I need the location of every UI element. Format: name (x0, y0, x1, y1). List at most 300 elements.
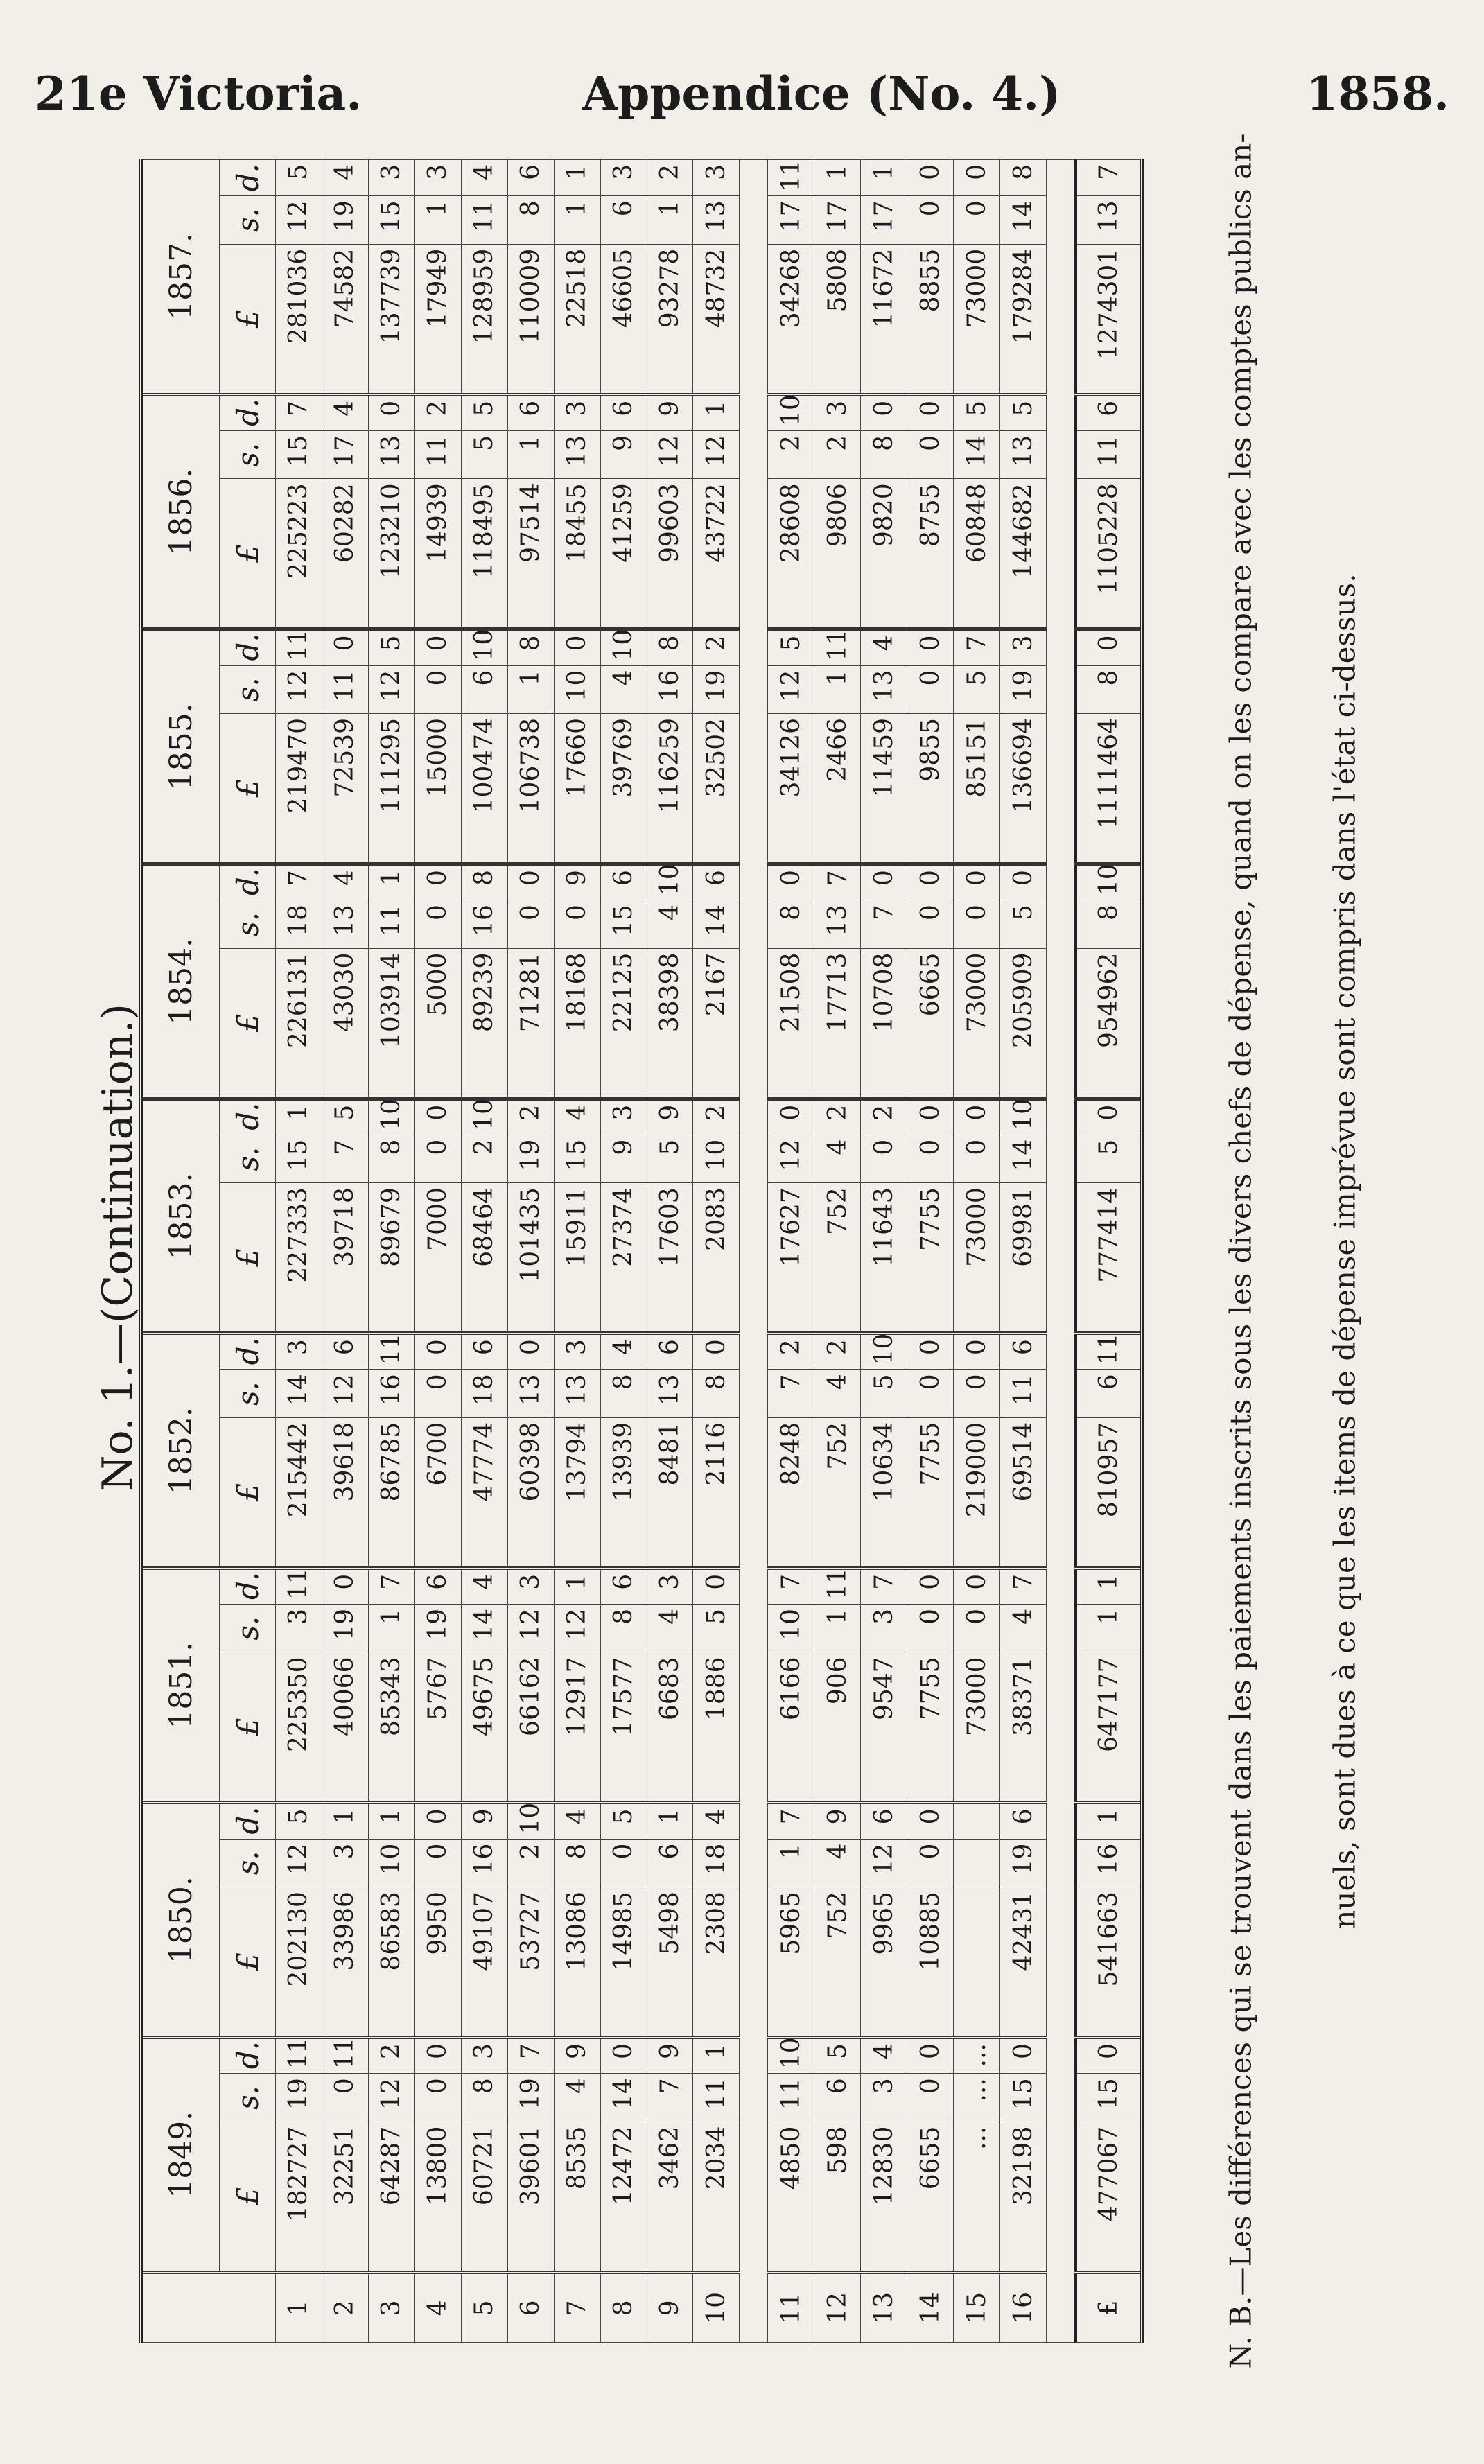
shillings-cell: 17 (768, 196, 814, 244)
table-row (322, 160, 368, 2343)
shillings-cell: 0 (907, 2074, 954, 2122)
pence-cell: 4 (600, 1334, 647, 1370)
pounds-cell: 17660 (554, 713, 600, 864)
pounds-cell: 100474 (461, 713, 507, 864)
footnote-line-1: N. B.—Les différences qui se trouvent dans les paiements inscrits sous les divers chefs de dépense, quand on les compare avec les comptes publics an- (1223, 133, 1258, 2369)
shillings-cell: 2 (507, 1839, 554, 1887)
pounds-cell: 136694 (1000, 713, 1047, 864)
shillings-cell: 12 (554, 1604, 600, 1652)
shillings-cell: 0 (954, 900, 1000, 948)
total-separator-row (1047, 160, 1076, 2343)
pounds-unit-header: £ (220, 2122, 276, 2272)
shillings-cell: 11 (414, 430, 461, 478)
pounds-cell: 42431 (1000, 1887, 1047, 2038)
pounds-cell: 32198 (1000, 2122, 1047, 2272)
total-pence-cell: 7 (1076, 160, 1142, 196)
shillings-cell: 7 (768, 1370, 814, 1417)
pence-cell: 7 (276, 394, 322, 430)
pence-cell: 0 (414, 1334, 461, 1370)
row-number: 13 (861, 2272, 907, 2342)
pounds-cell: 60282 (322, 479, 368, 629)
pounds-cell: 22518 (554, 244, 600, 394)
shillings-cell: 19 (276, 2074, 322, 2122)
pence-cell: 0 (954, 1099, 1000, 1135)
pence-cell: 10 (461, 1099, 507, 1135)
pence-cell: 0 (414, 1803, 461, 1839)
pounds-cell: 8248 (768, 1417, 814, 1568)
pence-cell: 0 (907, 1099, 954, 1135)
pence-cell: 0 (414, 1099, 461, 1135)
shillings-cell: 0 (907, 1839, 954, 1887)
pounds-cell: 123210 (368, 479, 414, 629)
pounds-cell: 60721 (461, 2122, 507, 2272)
pounds-cell: 11643 (861, 1183, 907, 1334)
shillings-cell: 6 (600, 196, 647, 244)
pence-cell: 7 (276, 864, 322, 900)
pence-unit-header: d. (220, 1803, 276, 1839)
running-head-year: 1858. (1306, 67, 1449, 121)
pence-cell: 6 (1000, 1334, 1047, 1370)
total-pence-cell: 1 (1076, 1803, 1142, 1839)
pence-cell: 10 (647, 864, 693, 900)
shillings-cell: 19 (507, 1135, 554, 1182)
total-shillings-cell: 16 (1076, 1839, 1142, 1887)
shillings-cell: 5 (461, 430, 507, 478)
shillings-cell: 4 (814, 1839, 861, 1887)
pence-cell: 1 (814, 160, 861, 196)
pence-cell: 0 (954, 1568, 1000, 1604)
pounds-cell: 60398 (507, 1417, 554, 1568)
pence-cell: 1 (554, 1568, 600, 1604)
shillings-cell: 0 (861, 1135, 907, 1182)
shillings-cell: 5 (954, 665, 1000, 713)
shillings-cell: 16 (461, 900, 507, 948)
shillings-cell: 10 (368, 1839, 414, 1887)
pence-cell: 0 (861, 394, 907, 430)
pence-cell: 2 (814, 1099, 861, 1135)
pence-cell: 7 (507, 2038, 554, 2074)
shillings-cell: 8 (554, 1839, 600, 1887)
shillings-cell: 0 (907, 1370, 954, 1417)
pence-cell: 1 (554, 160, 600, 196)
pounds-cell: 8535 (554, 2122, 600, 2272)
year-header: 1852. (141, 1334, 220, 1569)
pence-cell: 10 (1000, 1099, 1047, 1135)
shillings-cell: 14 (600, 2074, 647, 2122)
pounds-cell: 43030 (322, 948, 368, 1099)
shillings-cell: 7 (647, 2074, 693, 2122)
pence-unit-header: d. (220, 1099, 276, 1135)
pence-cell: 9 (647, 394, 693, 430)
shillings-cell: 7 (322, 1135, 368, 1182)
pence-cell: 6 (600, 394, 647, 430)
pence-cell: 0 (693, 1568, 740, 1604)
pounds-cell: 18455 (554, 479, 600, 629)
pence-cell: 0 (414, 629, 461, 665)
pounds-cell: 215442 (276, 1417, 322, 1568)
shillings-cell: 0 (414, 1370, 461, 1417)
shillings-cell: 18 (461, 1370, 507, 1417)
shillings-cell: 13 (861, 665, 907, 713)
shillings-unit-header: s. (220, 1135, 276, 1182)
shillings-cell: 0 (907, 1135, 954, 1182)
shillings-cell: 13 (814, 900, 861, 948)
shillings-cell: 4 (1000, 1604, 1047, 1652)
shillings-cell: 15 (554, 1135, 600, 1182)
pence-cell: 5 (368, 629, 414, 665)
shillings-cell: 1 (768, 1839, 814, 1887)
pounds-cell: 93278 (647, 244, 693, 394)
shillings-cell: 0 (554, 900, 600, 948)
shillings-cell: 19 (414, 1604, 461, 1652)
shillings-cell: 12 (768, 665, 814, 713)
pence-cell: 0 (907, 2038, 954, 2074)
pounds-cell: 205909 (1000, 948, 1047, 1099)
row-number: 2 (322, 2272, 368, 2342)
table-row (693, 160, 740, 2343)
year-header: 1850. (141, 1803, 220, 2038)
shillings-cell: ... (954, 2074, 1000, 2122)
shillings-cell: 0 (507, 900, 554, 948)
shillings-cell: 10 (768, 1604, 814, 1652)
pence-cell: 0 (693, 1334, 740, 1370)
shillings-cell: 11 (322, 665, 368, 713)
pence-cell: 7 (861, 1568, 907, 1604)
pounds-cell: 118495 (461, 479, 507, 629)
pounds-cell: 15000 (414, 713, 461, 864)
pence-cell: 0 (414, 864, 461, 900)
pence-cell: 4 (461, 160, 507, 196)
table-title: No. 1.—(Continuation.) (94, 1004, 142, 1492)
shillings-cell: 5 (693, 1604, 740, 1652)
pounds-cell: 22125 (600, 948, 647, 1099)
pounds-cell: 38398 (647, 948, 693, 1099)
pounds-cell: 39601 (507, 2122, 554, 2272)
pounds-cell: 137739 (368, 244, 414, 394)
pence-unit-header: d. (220, 629, 276, 665)
shillings-cell: 17 (322, 430, 368, 478)
pence-cell: 1 (861, 160, 907, 196)
shillings-cell: 15 (1000, 2074, 1047, 2122)
pence-cell: 11 (322, 2038, 368, 2074)
pence-cell: 5 (814, 2038, 861, 2074)
pence-cell: 0 (600, 2038, 647, 2074)
pounds-cell: 49675 (461, 1652, 507, 1803)
shillings-cell: 7 (861, 900, 907, 948)
footnote-line-2: nuels, sont dues à ce que les items de dépense imprévue sont compris dans l'état ci-dessus. (1327, 573, 1362, 1929)
pounds-cell: 73000 (954, 1652, 1000, 1803)
pounds-cell: 60848 (954, 479, 1000, 629)
pounds-cell: 32502 (693, 713, 740, 864)
pounds-cell: 12472 (600, 2122, 647, 2272)
shillings-cell: 5 (647, 1135, 693, 1182)
pounds-cell: 2116 (693, 1417, 740, 1568)
row-number: 16 (1000, 2272, 1047, 2342)
pounds-cell: 46605 (600, 244, 647, 394)
pounds-cell: 281036 (276, 244, 322, 394)
year-header: 1856. (141, 394, 220, 629)
pounds-cell: 47774 (461, 1417, 507, 1568)
pounds-unit-header: £ (220, 713, 276, 864)
pounds-unit-header: £ (220, 1887, 276, 2038)
pounds-cell: 101435 (507, 1183, 554, 1334)
pence-cell: 10 (768, 2038, 814, 2074)
total-pence-cell: 0 (1076, 1099, 1142, 1135)
table-row (461, 160, 507, 2343)
pence-cell: 3 (507, 1568, 554, 1604)
pounds-cell: 73000 (954, 244, 1000, 394)
shillings-cell: 0 (414, 2074, 461, 2122)
row-number: 1 (276, 2272, 322, 2342)
pounds-cell: 11672 (861, 244, 907, 394)
shillings-cell: 1 (414, 196, 461, 244)
year-header: 1849. (141, 2038, 220, 2273)
pence-cell: 4 (461, 1568, 507, 1604)
pence-cell: 0 (1000, 864, 1047, 900)
pence-cell: 4 (693, 1803, 740, 1839)
row-number: 3 (368, 2272, 414, 2342)
pence-cell: 10 (461, 629, 507, 665)
pounds-cell: 8855 (907, 244, 954, 394)
pounds-cell: 14985 (600, 1887, 647, 2038)
shillings-cell: 3 (861, 1604, 907, 1652)
total-shillings-cell: 6 (1076, 1370, 1142, 1417)
shillings-unit-header: s. (220, 2074, 276, 2122)
shillings-cell: 13 (368, 430, 414, 478)
pence-cell: 7 (1000, 1568, 1047, 1604)
pounds-cell: 53727 (507, 1887, 554, 2038)
year-header: 1853. (141, 1099, 220, 1334)
row-number: 15 (954, 2272, 1000, 2342)
shillings-cell: 0 (907, 196, 954, 244)
shillings-cell: 13 (554, 1370, 600, 1417)
pounds-cell: 66162 (507, 1652, 554, 1803)
pounds-cell: 2034 (693, 2122, 740, 2272)
pounds-cell: 73000 (954, 948, 1000, 1099)
row-number: 6 (507, 2272, 554, 2342)
pence-cell: 6 (861, 1803, 907, 1839)
pence-cell: 1 (322, 1803, 368, 1839)
pounds-cell: 8755 (907, 479, 954, 629)
pence-cell: 5 (600, 1803, 647, 1839)
pence-cell: 0 (768, 1099, 814, 1135)
pounds-cell: 32251 (322, 2122, 368, 2272)
shillings-cell: 0 (954, 1135, 1000, 1182)
pence-cell: 9 (647, 2038, 693, 2074)
shillings-unit-header: s. (220, 900, 276, 948)
shillings-cell (954, 1839, 1000, 1887)
shillings-cell: 9 (600, 1135, 647, 1182)
shillings-cell: 15 (276, 430, 322, 478)
shillings-cell: 12 (276, 196, 322, 244)
pence-cell: 11 (768, 160, 814, 196)
shillings-cell: 14 (1000, 196, 1047, 244)
pence-cell: 4 (861, 629, 907, 665)
pounds-cell: 71281 (507, 948, 554, 1099)
pence-cell: 5 (1000, 394, 1047, 430)
pounds-cell: 2308 (693, 1887, 740, 2038)
shillings-cell: 12 (861, 1839, 907, 1887)
row-number: 12 (814, 2272, 861, 2342)
shillings-cell: 19 (322, 196, 368, 244)
pounds-cell: 144682 (1000, 479, 1047, 629)
table-row (861, 160, 907, 2343)
pence-cell: 3 (461, 2038, 507, 2074)
shillings-cell: 19 (1000, 1839, 1047, 1887)
shillings-cell: 8 (861, 430, 907, 478)
pence-cell: 0 (322, 1568, 368, 1604)
pence-cell: 1 (276, 1099, 322, 1135)
shillings-cell: 9 (600, 430, 647, 478)
shillings-cell: 6 (647, 1839, 693, 1887)
shillings-cell: 17 (861, 196, 907, 244)
separator-cell (740, 160, 768, 2343)
pounds-cell: 179284 (1000, 244, 1047, 394)
pounds-cell: 10708 (861, 948, 907, 1099)
pounds-cell: 34126 (768, 713, 814, 864)
pence-cell: 9 (461, 1803, 507, 1839)
pounds-cell: 69981 (1000, 1183, 1047, 1334)
total-shillings-cell: 13 (1076, 196, 1142, 244)
total-pence-cell: 10 (1076, 864, 1142, 900)
pounds-cell: 6665 (907, 948, 954, 1099)
row-number: 10 (693, 2272, 740, 2342)
total-pence-cell: 1 (1076, 1568, 1142, 1604)
pounds-cell: 5808 (814, 244, 861, 394)
table-row (768, 160, 814, 2343)
row-number: 4 (414, 2272, 461, 2342)
pence-cell: 6 (507, 394, 554, 430)
pence-cell: 10 (368, 1099, 414, 1135)
shillings-unit-header: s. (220, 1370, 276, 1417)
pence-cell: 3 (554, 394, 600, 430)
table-row (414, 160, 461, 2343)
shillings-cell: 4 (814, 1370, 861, 1417)
shillings-cell: 3 (276, 1604, 322, 1652)
pence-cell: 2 (693, 629, 740, 665)
shillings-cell: 1 (554, 196, 600, 244)
pounds-cell: 48732 (693, 244, 740, 394)
pounds-unit-header: £ (220, 1417, 276, 1568)
pounds-cell: 111295 (368, 713, 414, 864)
pence-cell: 2 (861, 1099, 907, 1135)
shillings-unit-header: s. (220, 665, 276, 713)
pounds-cell: 43722 (693, 479, 740, 629)
pounds-cell: 18168 (554, 948, 600, 1099)
total-pounds-cell: 1274301 (1076, 244, 1142, 394)
running-head-center: Appendice (No. 4.) (582, 67, 1061, 121)
pence-cell: 0 (954, 1334, 1000, 1370)
shillings-cell: 2 (461, 1135, 507, 1182)
shillings-unit-header: s. (220, 1839, 276, 1887)
shillings-cell: 14 (276, 1370, 322, 1417)
pence-cell: 8 (1000, 160, 1047, 196)
shillings-cell: 17 (814, 196, 861, 244)
pence-cell: 2 (368, 2038, 414, 2074)
pounds-cell: 7755 (907, 1417, 954, 1568)
total-pence-cell: 0 (1076, 629, 1142, 665)
pounds-cell: 89239 (461, 948, 507, 1099)
pounds-unit-header: £ (220, 948, 276, 1099)
row-number: 11 (768, 2272, 814, 2342)
pence-cell: 3 (647, 1568, 693, 1604)
shillings-cell: 13 (507, 1370, 554, 1417)
pounds-cell: 28608 (768, 479, 814, 629)
pounds-cell: 6683 (647, 1652, 693, 1803)
pounds-cell: 41259 (600, 479, 647, 629)
table-row (954, 160, 1000, 2343)
shillings-unit-header: s. (220, 430, 276, 478)
table-row (907, 160, 954, 2343)
pence-unit-header: d. (220, 394, 276, 430)
shillings-cell: 0 (414, 1839, 461, 1887)
total-pounds-cell: 1111464 (1076, 713, 1142, 864)
pence-cell: 11 (276, 629, 322, 665)
shillings-cell: 8 (507, 196, 554, 244)
pounds-cell: 14939 (414, 479, 461, 629)
pence-cell: 1 (693, 2038, 740, 2074)
total-pounds-cell: 477067 (1076, 2122, 1142, 2272)
shillings-cell: 8 (600, 1604, 647, 1652)
shillings-cell: 14 (1000, 1135, 1047, 1182)
separator-cell (1047, 160, 1076, 2343)
pounds-cell: 10885 (907, 1887, 954, 2038)
pence-cell: 5 (322, 1099, 368, 1135)
shillings-cell: 16 (368, 1370, 414, 1417)
pence-cell: 9 (814, 1803, 861, 1839)
shillings-cell: 12 (276, 1839, 322, 1887)
shillings-cell: 0 (907, 665, 954, 713)
shillings-cell: 1 (507, 665, 554, 713)
pence-cell: 10 (861, 1334, 907, 1370)
pence-cell: 5 (768, 629, 814, 665)
pence-cell: 7 (954, 629, 1000, 665)
pounds-cell: 2466 (814, 713, 861, 864)
pence-cell: ... (954, 2038, 1000, 2074)
pounds-cell: 39618 (322, 1417, 368, 1568)
pounds-cell: 7755 (907, 1183, 954, 1334)
pounds-cell: 15911 (554, 1183, 600, 1334)
shillings-cell: 13 (1000, 430, 1047, 478)
shillings-cell: 13 (322, 900, 368, 948)
pence-cell: 2 (507, 1099, 554, 1135)
total-shillings-cell: 8 (1076, 665, 1142, 713)
shillings-cell: 8 (461, 2074, 507, 2122)
pounds-cell: 17627 (768, 1183, 814, 1334)
pounds-cell: 74582 (322, 244, 368, 394)
shillings-cell: 0 (954, 1370, 1000, 1417)
total-pounds-cell: 810957 (1076, 1417, 1142, 1568)
pence-cell: 10 (768, 394, 814, 430)
shillings-unit-header: s. (220, 1604, 276, 1652)
shillings-cell: 6 (461, 665, 507, 713)
pence-cell: 2 (814, 1334, 861, 1370)
total-pounds-cell: 541663 (1076, 1887, 1142, 2038)
shillings-cell: 8 (693, 1370, 740, 1417)
shillings-cell: 12 (322, 1370, 368, 1417)
pounds-cell: 99603 (647, 479, 693, 629)
shillings-cell: 4 (647, 900, 693, 948)
pence-cell: 9 (554, 864, 600, 900)
pence-cell: 6 (322, 1334, 368, 1370)
total-shillings-cell: 8 (1076, 900, 1142, 948)
total-row (1076, 160, 1142, 2343)
pounds-cell: 752 (814, 1183, 861, 1334)
pounds-cell: 7755 (907, 1652, 954, 1803)
shillings-cell: 3 (861, 2074, 907, 2122)
pence-cell: 6 (507, 160, 554, 196)
shillings-cell: 10 (554, 665, 600, 713)
